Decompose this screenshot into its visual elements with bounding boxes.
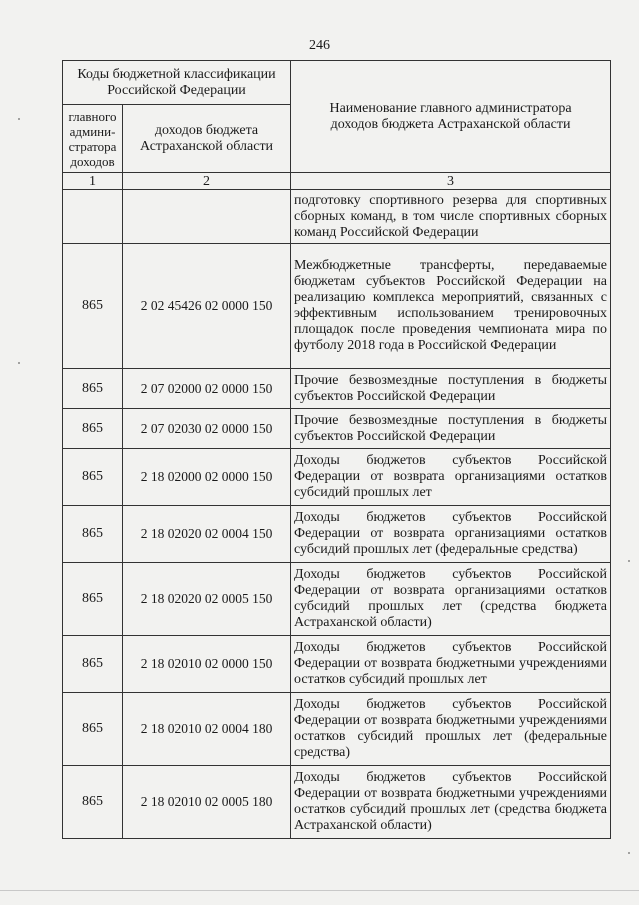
scan-speck [18,118,20,120]
admin-code: 865 [63,563,123,636]
header-col1-title: главного админи-стратора доходов [63,105,123,173]
admin-code: 865 [63,244,123,369]
budget-classification-table [62,60,611,839]
table-row [63,693,611,766]
income-code: 2 18 02020 02 0005 150 [123,563,291,636]
income-code: 2 18 02000 02 0000 150 [123,449,291,506]
income-code: 2 07 02000 02 0000 150 [123,369,291,409]
admin-code: 865 [63,766,123,839]
table-row [63,190,611,244]
income-code: 2 18 02010 02 0000 150 [123,636,291,693]
income-name: Доходы бюджетов субъектов Российской Федерации от возврата бюджетными учреждениями остатков субсидий прошлых лет (федеральные средства) [291,693,611,766]
scan-edge-line [0,890,639,891]
admin-code: 865 [63,449,123,506]
admin-code: 865 [63,369,123,409]
header-group-title: Коды бюджетной классификации Российской Федерации [63,61,291,105]
table-row [63,244,611,369]
income-code: 2 02 45426 02 0000 150 [123,244,291,369]
table-row [63,369,611,409]
table-row [63,449,611,506]
income-name: Доходы бюджетов субъектов Российской Федерации от возврата бюджетными учреждениями остатков субсидий прошлых лет (средства бюджета Астраханской области) [291,766,611,839]
income-name: Межбюджетные трансферты, передаваемые бюджетам субъектов Российской Федерации на реализацию комплекса мероприятий, связанных с эффективным использованием тренировочных площадок после проведения чемпионата мира по футболу 2018 года в Российской Федерации [291,244,611,369]
income-name: Доходы бюджетов субъектов Российской Федерации от возврата организациями остатков субсидий прошлых лет (федеральные средства) [291,506,611,563]
admin-code: 865 [63,693,123,766]
table-row [63,409,611,449]
table-row [63,766,611,839]
scan-speck [628,560,630,562]
admin-code: 865 [63,506,123,563]
income-name: подготовку спортивного резерва для спортивных сборных команд, в том числе спортивных сборных команд Российской Федерации [291,190,611,244]
income-code: 2 18 02020 02 0004 150 [123,506,291,563]
income-name: Доходы бюджетов субъектов Российской Федерации от возврата бюджетными учреждениями остатков субсидий прошлых лет [291,636,611,693]
income-name: Доходы бюджетов субъектов Российской Федерации от возврата организациями остатков субсидий прошлых лет (средства бюджета Астраханской области) [291,563,611,636]
page-number: 246 [309,38,330,53]
header-col2-title: доходов бюджета Астраханской области [123,105,291,173]
header-col3-title: Наименование главного администратора доходов бюджета Астраханской области [291,61,611,173]
admin-code: 865 [63,636,123,693]
income-code: 2 07 02030 02 0000 150 [123,409,291,449]
scan-speck [18,362,20,364]
header-row-group [63,61,611,105]
scan-speck [628,852,630,854]
admin-code: 865 [63,409,123,449]
col-number-2: 2 [123,173,291,190]
admin-code [63,190,123,244]
income-name: Прочие безвозмездные поступления в бюджеты субъектов Российской Федерации [291,409,611,449]
income-code: 2 18 02010 02 0004 180 [123,693,291,766]
col-number-1: 1 [63,173,123,190]
income-name: Доходы бюджетов субъектов Российской Федерации от возврата организациями остатков субсидий прошлых лет [291,449,611,506]
col-number-3: 3 [291,173,611,190]
header-row-numbers [63,173,611,190]
table-row [63,563,611,636]
table-row [63,506,611,563]
table-row [63,636,611,693]
income-code: 2 18 02010 02 0005 180 [123,766,291,839]
income-code [123,190,291,244]
income-name: Прочие безвозмездные поступления в бюджеты субъектов Российской Федерации [291,369,611,409]
